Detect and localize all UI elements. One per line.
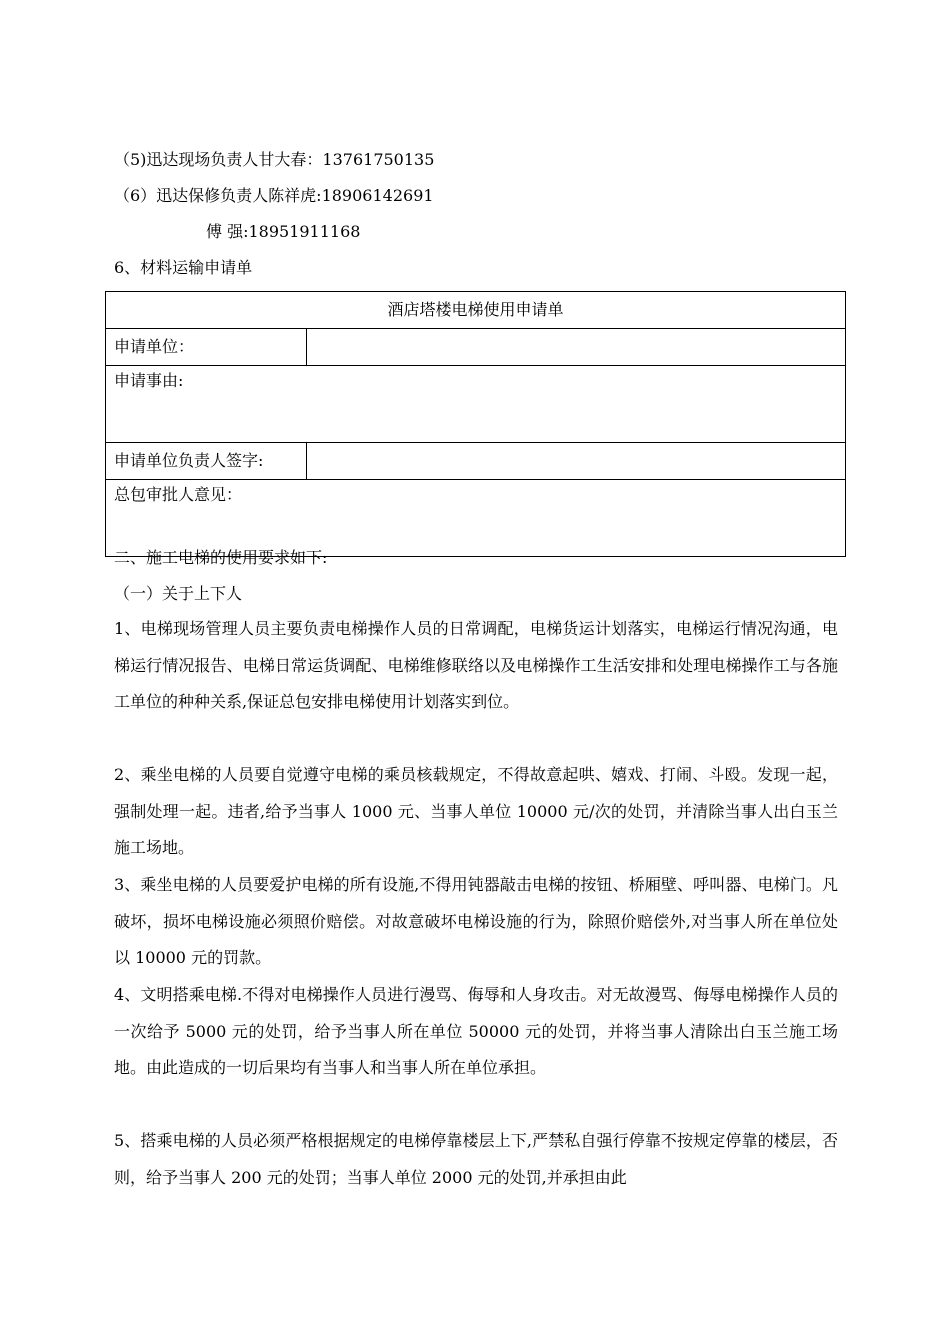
approval-label: 总包审批人意见： <box>114 485 243 504</box>
reason-field[interactable] <box>106 366 846 443</box>
contact-line-5: （5)迅达现场负责人甘大春：13761750135 <box>114 150 435 169</box>
rule-paragraph-4: 4、文明搭乘电梯.不得对电梯操作人员进行漫骂、侮辱和人身攻击。对无故漫骂、侮辱电梯操作人员的一次给予 5000 元的处罚，给予当事人所在单位 50000 元的处罚，并将当事人清除出白玉兰施工场地。由此造成的一切后果均有当事人和当事人所在单位承担。 <box>114 985 838 1077</box>
signature-label: 申请单位负责人签字: <box>106 443 307 480</box>
elevator-application-form <box>105 291 846 557</box>
contact-line-7: 傅 强:18951911168 <box>206 222 361 241</box>
rule-paragraph-3: 3、乘坐电梯的人员要爱护电梯的所有设施,不得用钝器敲击电梯的按钮、桥厢壁、呼叫器、电梯门。凡破坏，损坏电梯设施必须照价赔偿。对故意破坏电梯设施的行为，除照价赔偿外,对当事人所在单位处以 10000 元的罚款。 <box>114 875 838 967</box>
approval-field[interactable] <box>106 480 846 557</box>
form-title: 酒店塔楼电梯使用申请单 <box>106 292 846 329</box>
applicant-unit-field[interactable] <box>307 329 846 366</box>
applicant-unit-label: 申请单位： <box>106 329 307 366</box>
rule-paragraph-1: 1、电梯现场管理人员主要负责电梯操作人员的日常调配，电梯货运计划落实，电梯运行情况沟通，电梯运行情况报告、电梯日常运货调配、电梯维修联络以及电梯操作工生活安排和处理电梯操作工与各施工单位的种种关系,保证总包安排电梯使用计划落实到位。 <box>114 619 838 711</box>
signature-field[interactable] <box>307 443 846 480</box>
rule-paragraph-2: 2、乘坐电梯的人员要自觉遵守电梯的乘员核载规定，不得故意起哄、嬉戏、打闹、斗殴。发现一起，强制处理一起。违者,给予当事人 1000 元、当事人单位 10000 元/次的处罚，并清除当事人出白玉兰施工场地。 <box>114 765 838 857</box>
section-2-heading: 二、施工电梯的使用要求如下: <box>114 548 328 567</box>
contact-line-6: （6）迅达保修负责人陈祥虎:18906142691 <box>114 186 434 205</box>
rule-paragraph-5: 5、搭乘电梯的人员必须严格根据规定的电梯停靠楼层上下,严禁私自强行停靠不按规定停靠的楼层，否则，给予当事人 200 元的处罚；当事人单位 2000 元的处罚,并承担由此 <box>114 1131 838 1187</box>
subsection-1-heading: （一）关于上下人 <box>114 584 243 603</box>
reason-label: 申请事由: <box>114 371 184 390</box>
section-6-heading: 6、材料运输申请单 <box>114 258 253 277</box>
